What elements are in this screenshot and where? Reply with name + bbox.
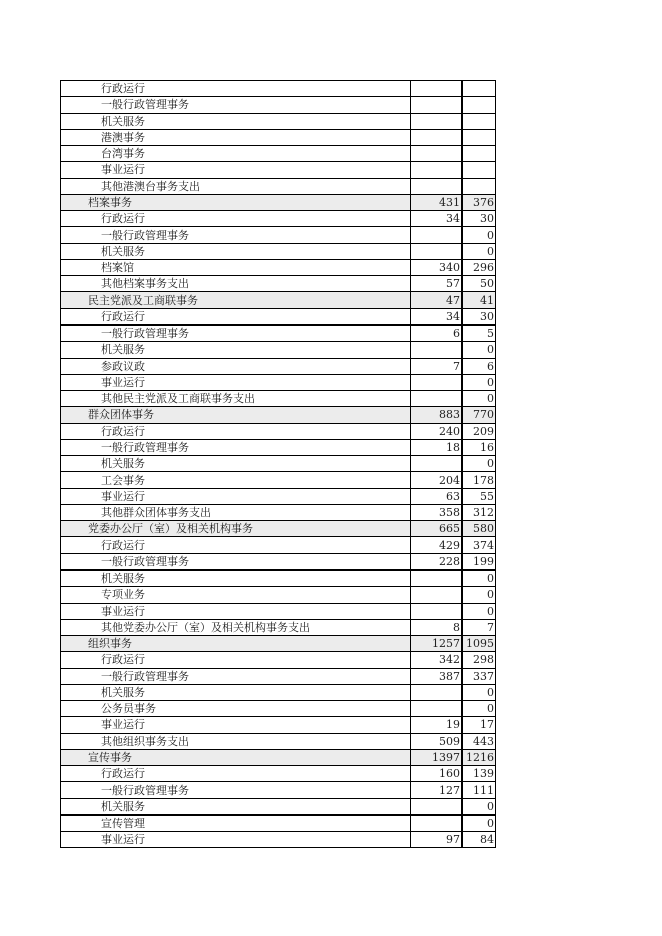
value-cell-1 — [411, 815, 463, 832]
item-name-cell: 其他港澳台事务支出 — [61, 178, 411, 194]
value-cell-2: 312 — [462, 504, 496, 520]
table-row — [61, 423, 496, 439]
table-row — [61, 603, 496, 619]
item-name-cell: 机关服务 — [61, 570, 411, 587]
value-cell-2 — [462, 97, 496, 113]
value-cell-2: 0 — [462, 243, 496, 259]
value-cell-1: 57 — [411, 276, 463, 292]
table-row — [61, 832, 496, 848]
value-cell-2 — [462, 146, 496, 162]
item-name-cell: 公务员事务 — [61, 701, 411, 717]
value-cell-2: 6 — [462, 358, 496, 374]
table-row — [61, 553, 496, 570]
table-row — [61, 717, 496, 733]
value-cell-1 — [411, 684, 463, 700]
value-cell-1: 97 — [411, 832, 463, 848]
value-cell-2 — [462, 129, 496, 145]
value-cell-2: 50 — [462, 276, 496, 292]
value-cell-1: 19 — [411, 717, 463, 733]
table-row — [61, 97, 496, 113]
value-cell-2: 0 — [462, 603, 496, 619]
value-cell-2: 111 — [462, 782, 496, 798]
value-cell-1 — [411, 603, 463, 619]
item-name-cell: 行政运行 — [61, 537, 411, 553]
table-row — [61, 782, 496, 798]
value-cell-2: 16 — [462, 439, 496, 455]
item-name-cell: 其他党委办公厅（室）及相关机构事务支出 — [61, 619, 411, 635]
value-cell-2 — [462, 162, 496, 178]
value-cell-1: 431 — [411, 194, 463, 210]
table-row — [61, 798, 496, 815]
table-row — [61, 243, 496, 259]
value-cell-2: 0 — [462, 701, 496, 717]
item-name-cell: 档案事务 — [61, 194, 411, 210]
value-cell-2: 55 — [462, 488, 496, 504]
item-name-cell: 台湾事务 — [61, 146, 411, 162]
value-cell-1: 1397 — [411, 749, 463, 765]
table-row — [61, 146, 496, 162]
item-name-cell: 机关服务 — [61, 342, 411, 358]
item-name-cell: 组织事务 — [61, 636, 411, 652]
item-name-cell: 事业运行 — [61, 162, 411, 178]
value-cell-2: 0 — [462, 391, 496, 407]
table-row — [61, 619, 496, 635]
item-name-cell: 工会事务 — [61, 472, 411, 488]
category-row — [61, 521, 496, 537]
table-row — [61, 815, 496, 832]
value-cell-2: 1095 — [462, 636, 496, 652]
category-row — [61, 407, 496, 423]
value-cell-1 — [411, 374, 463, 390]
value-cell-1 — [411, 391, 463, 407]
item-name-cell: 行政运行 — [61, 766, 411, 782]
value-cell-2: 337 — [462, 668, 496, 684]
value-cell-2: 0 — [462, 815, 496, 832]
value-cell-1: 665 — [411, 521, 463, 537]
value-cell-2: 30 — [462, 211, 496, 227]
value-cell-1: 127 — [411, 782, 463, 798]
value-cell-2: 580 — [462, 521, 496, 537]
item-name-cell: 港澳事务 — [61, 129, 411, 145]
value-cell-1: 340 — [411, 259, 463, 275]
table-row — [61, 178, 496, 194]
value-cell-1: 160 — [411, 766, 463, 782]
value-cell-1 — [411, 129, 463, 145]
table-row — [61, 488, 496, 504]
item-name-cell: 其他民主党派及工商联事务支出 — [61, 391, 411, 407]
item-name-cell: 一般行政管理事务 — [61, 227, 411, 243]
value-cell-1: 240 — [411, 423, 463, 439]
value-cell-2: 139 — [462, 766, 496, 782]
item-name-cell: 档案馆 — [61, 259, 411, 275]
value-cell-1 — [411, 570, 463, 587]
table-row — [61, 391, 496, 407]
item-name-cell: 其他档案事务支出 — [61, 276, 411, 292]
value-cell-2: 770 — [462, 407, 496, 423]
item-name-cell: 一般行政管理事务 — [61, 668, 411, 684]
item-name-cell: 一般行政管理事务 — [61, 782, 411, 798]
value-cell-1 — [411, 178, 463, 194]
value-cell-2: 0 — [462, 227, 496, 243]
value-cell-2: 376 — [462, 194, 496, 210]
value-cell-2: 0 — [462, 570, 496, 587]
item-name-cell: 机关服务 — [61, 456, 411, 472]
table-row — [61, 129, 496, 145]
table-row — [61, 358, 496, 374]
table-row — [61, 472, 496, 488]
value-cell-2: 0 — [462, 342, 496, 358]
expenditure-table — [60, 80, 496, 848]
value-cell-2: 0 — [462, 456, 496, 472]
item-name-cell: 其他组织事务支出 — [61, 733, 411, 749]
item-name-cell: 事业运行 — [61, 603, 411, 619]
table-row — [61, 668, 496, 684]
value-cell-1 — [411, 243, 463, 259]
value-cell-2: 5 — [462, 325, 496, 342]
item-name-cell: 一般行政管理事务 — [61, 553, 411, 570]
table-row — [61, 587, 496, 603]
item-name-cell: 行政运行 — [61, 308, 411, 325]
value-cell-1: 34 — [411, 211, 463, 227]
value-cell-2: 298 — [462, 652, 496, 668]
item-name-cell: 行政运行 — [61, 81, 411, 97]
value-cell-1: 47 — [411, 292, 463, 308]
table-row — [61, 766, 496, 782]
table-row — [61, 162, 496, 178]
value-cell-1: 883 — [411, 407, 463, 423]
category-row — [61, 292, 496, 308]
value-cell-1 — [411, 342, 463, 358]
item-name-cell: 事业运行 — [61, 832, 411, 848]
item-name-cell: 专项业务 — [61, 587, 411, 603]
item-name-cell: 事业运行 — [61, 488, 411, 504]
table-row — [61, 308, 496, 325]
table-row — [61, 342, 496, 358]
item-name-cell: 一般行政管理事务 — [61, 325, 411, 342]
item-name-cell: 宣传管理 — [61, 815, 411, 832]
item-name-cell: 群众团体事务 — [61, 407, 411, 423]
value-cell-1 — [411, 701, 463, 717]
value-cell-1: 34 — [411, 308, 463, 325]
value-cell-2: 0 — [462, 798, 496, 815]
value-cell-1: 6 — [411, 325, 463, 342]
value-cell-2: 7 — [462, 619, 496, 635]
item-name-cell: 其他群众团体事务支出 — [61, 504, 411, 520]
category-row — [61, 194, 496, 210]
value-cell-2: 17 — [462, 717, 496, 733]
value-cell-1: 18 — [411, 439, 463, 455]
item-name-cell: 行政运行 — [61, 652, 411, 668]
value-cell-1: 204 — [411, 472, 463, 488]
item-name-cell: 机关服务 — [61, 113, 411, 129]
value-cell-2: 30 — [462, 308, 496, 325]
value-cell-1: 358 — [411, 504, 463, 520]
table-row — [61, 259, 496, 275]
table-row — [61, 276, 496, 292]
category-row — [61, 749, 496, 765]
value-cell-2: 84 — [462, 832, 496, 848]
table-row — [61, 325, 496, 342]
value-cell-1 — [411, 587, 463, 603]
value-cell-1 — [411, 798, 463, 815]
category-row — [61, 636, 496, 652]
value-cell-2: 0 — [462, 587, 496, 603]
value-cell-1 — [411, 113, 463, 129]
table-row — [61, 684, 496, 700]
value-cell-1: 387 — [411, 668, 463, 684]
table-row — [61, 504, 496, 520]
table-row — [61, 81, 496, 97]
table-row — [61, 211, 496, 227]
item-name-cell: 党委办公厅（室）及相关机构事务 — [61, 521, 411, 537]
value-cell-2: 178 — [462, 472, 496, 488]
value-cell-2: 296 — [462, 259, 496, 275]
value-cell-1: 509 — [411, 733, 463, 749]
value-cell-1: 1257 — [411, 636, 463, 652]
table-row — [61, 113, 496, 129]
table-row — [61, 456, 496, 472]
value-cell-1 — [411, 97, 463, 113]
item-name-cell: 一般行政管理事务 — [61, 97, 411, 113]
table-row — [61, 374, 496, 390]
value-cell-1: 429 — [411, 537, 463, 553]
item-name-cell: 一般行政管理事务 — [61, 439, 411, 455]
value-cell-2: 41 — [462, 292, 496, 308]
value-cell-2 — [462, 178, 496, 194]
item-name-cell: 民主党派及工商联事务 — [61, 292, 411, 308]
value-cell-1 — [411, 146, 463, 162]
value-cell-1: 7 — [411, 358, 463, 374]
value-cell-1 — [411, 162, 463, 178]
value-cell-1 — [411, 81, 463, 97]
table-row — [61, 570, 496, 587]
value-cell-2: 0 — [462, 374, 496, 390]
value-cell-2 — [462, 113, 496, 129]
table-row — [61, 227, 496, 243]
value-cell-1: 342 — [411, 652, 463, 668]
item-name-cell: 机关服务 — [61, 243, 411, 259]
item-name-cell: 事业运行 — [61, 717, 411, 733]
item-name-cell: 事业运行 — [61, 374, 411, 390]
value-cell-2 — [462, 81, 496, 97]
item-name-cell: 参政议政 — [61, 358, 411, 374]
value-cell-1 — [411, 227, 463, 243]
value-cell-2: 374 — [462, 537, 496, 553]
value-cell-1: 8 — [411, 619, 463, 635]
table-row — [61, 701, 496, 717]
item-name-cell: 机关服务 — [61, 684, 411, 700]
table-row — [61, 537, 496, 553]
item-name-cell: 机关服务 — [61, 798, 411, 815]
table-row — [61, 733, 496, 749]
value-cell-2: 443 — [462, 733, 496, 749]
item-name-cell: 宣传事务 — [61, 749, 411, 765]
item-name-cell: 行政运行 — [61, 423, 411, 439]
value-cell-1: 228 — [411, 553, 463, 570]
value-cell-1 — [411, 456, 463, 472]
table-row — [61, 652, 496, 668]
value-cell-2: 0 — [462, 684, 496, 700]
value-cell-2: 1216 — [462, 749, 496, 765]
item-name-cell: 行政运行 — [61, 211, 411, 227]
value-cell-1: 63 — [411, 488, 463, 504]
value-cell-2: 199 — [462, 553, 496, 570]
table-row — [61, 439, 496, 455]
value-cell-2: 209 — [462, 423, 496, 439]
